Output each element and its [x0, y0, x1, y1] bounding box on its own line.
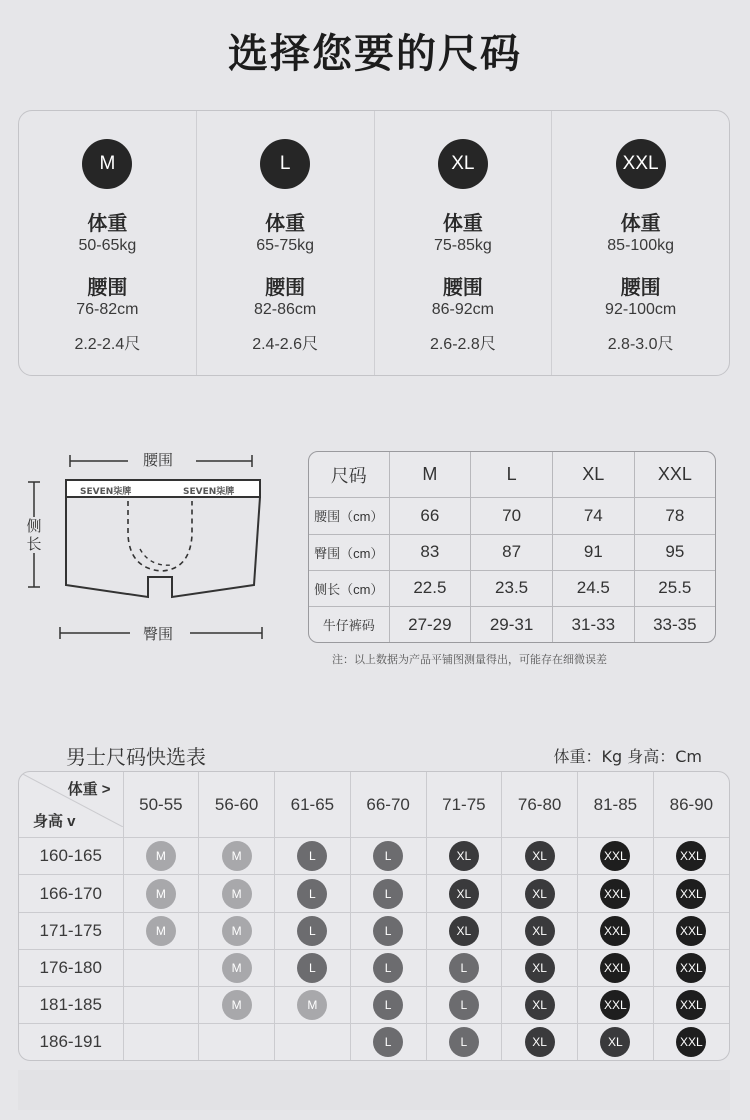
- table-row: [19, 1023, 729, 1060]
- table-row: [309, 498, 715, 534]
- weight-header-cell: 86-90: [653, 772, 729, 838]
- size-dot: L: [373, 953, 403, 983]
- size-dot: L: [373, 879, 403, 909]
- waist-label: 腰围: [442, 275, 483, 299]
- size-cell: [350, 1023, 426, 1060]
- weight-header-cell: 66-70: [350, 772, 426, 838]
- size-dot: M: [222, 879, 252, 909]
- size-dot: M: [146, 879, 176, 909]
- size-cell: [275, 875, 351, 912]
- waist-chi-value: 2.8-3.0尺: [607, 336, 674, 353]
- size-dot: L: [449, 990, 479, 1020]
- size-dot: L: [297, 879, 327, 909]
- size-dot: M: [146, 841, 176, 871]
- size-card-l: [197, 111, 375, 375]
- size-dot: L: [297, 953, 327, 983]
- table-row: [19, 875, 729, 912]
- size-dot: M: [297, 990, 327, 1020]
- size-cell: [426, 912, 502, 949]
- corner-cell: [19, 772, 123, 838]
- size-card-xl: [375, 111, 553, 375]
- size-dot: XXL: [600, 953, 630, 983]
- side-length-diagram-label: 侧长: [24, 517, 44, 553]
- size-cell: [653, 875, 729, 912]
- size-cell: [275, 912, 351, 949]
- table-row: [19, 838, 729, 875]
- size-badge: M: [82, 139, 132, 189]
- header-cell: L: [471, 452, 553, 498]
- size-dot: XL: [600, 1027, 630, 1057]
- weight-value: 50-65kg: [78, 237, 137, 254]
- row-label: 牛仔裤码: [309, 607, 389, 642]
- table-cell: 29-31: [471, 607, 553, 642]
- corner-weight-label: 体重 >: [67, 781, 111, 798]
- brand-logo-left: SEVEN柒牌: [80, 487, 132, 497]
- waist-label: 腰围: [265, 275, 306, 299]
- table-cell: 31-33: [552, 607, 634, 642]
- size-cell: [123, 912, 199, 949]
- size-dot: XL: [449, 916, 479, 946]
- size-cell: [653, 949, 729, 986]
- size-cell: [578, 912, 654, 949]
- size-dot: L: [373, 1027, 403, 1057]
- size-cell: [123, 875, 199, 912]
- size-cell: [578, 1023, 654, 1060]
- size-dot: XL: [525, 953, 555, 983]
- waist-cm-value: 86-92cm: [431, 301, 494, 318]
- weight-header-cell: 56-60: [199, 772, 275, 838]
- size-dot: XXL: [676, 916, 706, 946]
- height-cell: 176-180: [19, 949, 123, 986]
- quick-header-row: [19, 772, 729, 838]
- weight-header-cell: 61-65: [275, 772, 351, 838]
- quick-pick-units: 体重：Kg 身高：Cm: [553, 747, 702, 766]
- size-cell: [426, 949, 502, 986]
- quick-pick-title: 男士尺码快选表: [66, 745, 206, 769]
- weight-value: 85-100kg: [607, 237, 674, 254]
- size-dot: XL: [449, 841, 479, 871]
- size-cell: [275, 838, 351, 875]
- weight-header-cell: 76-80: [502, 772, 578, 838]
- weight-label: 体重: [265, 211, 306, 235]
- size-dot: XL: [525, 841, 555, 871]
- height-cell: 186-191: [19, 1023, 123, 1060]
- size-dot: XXL: [600, 841, 630, 871]
- size-dot: XXL: [676, 841, 706, 871]
- row-label: 腰围（cm）: [309, 498, 389, 534]
- size-cell: [350, 986, 426, 1023]
- measurement-diagram: [20, 445, 280, 650]
- size-cell: [502, 949, 578, 986]
- table-row: [309, 534, 715, 570]
- size-dot: XXL: [600, 990, 630, 1020]
- quick-pick-table: [18, 771, 730, 1061]
- waist-chi-value: 2.2-2.4尺: [74, 336, 141, 353]
- size-cell: [123, 986, 199, 1023]
- size-cell: [350, 912, 426, 949]
- weight-header-cell: 71-75: [426, 772, 502, 838]
- table-cell: 78: [634, 498, 715, 534]
- height-cell: 160-165: [19, 838, 123, 875]
- size-cell: [123, 1023, 199, 1060]
- waist-diagram-label: 腰围: [143, 451, 174, 469]
- size-dot: XXL: [600, 916, 630, 946]
- size-dot: L: [373, 841, 403, 871]
- size-badge: XXL: [616, 139, 666, 189]
- size-dot: L: [297, 841, 327, 871]
- size-cell: [350, 875, 426, 912]
- table-cell: 95: [634, 534, 715, 570]
- bottom-strip: [18, 1070, 730, 1110]
- size-cell: [578, 949, 654, 986]
- size-cell: [199, 949, 275, 986]
- header-cell: 尺码: [309, 452, 389, 498]
- table-cell: 24.5: [552, 570, 634, 606]
- size-cell: [199, 838, 275, 875]
- waist-label: 腰围: [620, 275, 661, 299]
- table-row: [19, 986, 729, 1023]
- weight-label: 体重: [442, 211, 483, 235]
- size-dot: XXL: [676, 990, 706, 1020]
- size-card-m: [19, 111, 197, 375]
- waist-cm-value: 82-86cm: [254, 301, 317, 318]
- table-row: [19, 912, 729, 949]
- header-cell: M: [389, 452, 471, 498]
- size-cell: [653, 838, 729, 875]
- table-cell: 27-29: [389, 607, 471, 642]
- size-dot: XL: [525, 916, 555, 946]
- size-badge: XL: [438, 139, 488, 189]
- table-cell: 23.5: [471, 570, 553, 606]
- size-cell: [275, 1023, 351, 1060]
- brand-logo-right: SEVEN柒牌: [183, 487, 235, 497]
- size-cell: [426, 1023, 502, 1060]
- weight-label: 体重: [87, 211, 128, 235]
- size-card-xxl: [552, 111, 729, 375]
- size-cell: [426, 986, 502, 1023]
- size-dot: XXL: [676, 953, 706, 983]
- size-cell: [578, 986, 654, 1023]
- measurement-note: 注：以上数据为产品平铺图测量得出，可能存在细微误差: [332, 653, 607, 666]
- size-dot: L: [373, 990, 403, 1020]
- row-label: 臀围（cm）: [309, 534, 389, 570]
- size-cell: [275, 986, 351, 1023]
- size-cell: [502, 875, 578, 912]
- table-cell: 87: [471, 534, 553, 570]
- size-cell: [350, 949, 426, 986]
- size-cell: [426, 875, 502, 912]
- table-cell: 22.5: [389, 570, 471, 606]
- underwear-outline-icon: [20, 445, 280, 650]
- size-cell: [275, 949, 351, 986]
- size-cell: [199, 1023, 275, 1060]
- size-cell: [199, 875, 275, 912]
- page-title: 选择您要的尺码: [228, 31, 522, 77]
- size-cell: [653, 986, 729, 1023]
- table-header-row: [309, 452, 715, 498]
- size-dot: XL: [525, 1027, 555, 1057]
- size-dot: M: [222, 953, 252, 983]
- size-dot: L: [297, 916, 327, 946]
- corner-height-label: 身高 v: [33, 813, 76, 831]
- size-dot: XL: [525, 879, 555, 909]
- height-cell: 171-175: [19, 912, 123, 949]
- size-cell: [199, 986, 275, 1023]
- weight-value: 75-85kg: [433, 237, 492, 254]
- table-cell: 91: [552, 534, 634, 570]
- height-cell: 181-185: [19, 986, 123, 1023]
- table-cell: 70: [471, 498, 553, 534]
- table-cell: 33-35: [634, 607, 715, 642]
- weight-header-cell: 81-85: [578, 772, 654, 838]
- hip-diagram-label: 臀围: [143, 625, 174, 643]
- size-dot: L: [449, 953, 479, 983]
- table-cell: 74: [552, 498, 634, 534]
- size-dot: XXL: [676, 879, 706, 909]
- size-cell: [578, 838, 654, 875]
- size-cell: [653, 912, 729, 949]
- size-dot: M: [222, 916, 252, 946]
- size-cell: [426, 838, 502, 875]
- size-dot: L: [373, 916, 403, 946]
- waist-chi-value: 2.4-2.6尺: [252, 336, 319, 353]
- size-dot: M: [146, 916, 176, 946]
- size-cards: [18, 110, 730, 376]
- size-cell: [502, 986, 578, 1023]
- size-dot: XXL: [676, 1027, 706, 1057]
- table-row: [19, 949, 729, 986]
- size-cell: [123, 838, 199, 875]
- table-row: [309, 570, 715, 606]
- waist-cm-value: 92-100cm: [605, 301, 677, 318]
- table-cell: 66: [389, 498, 471, 534]
- header-cell: XL: [552, 452, 634, 498]
- size-cell: [502, 1023, 578, 1060]
- weight-value: 65-75kg: [256, 237, 315, 254]
- size-badge: L: [260, 139, 310, 189]
- waist-chi-value: 2.6-2.8尺: [429, 336, 496, 353]
- size-cell: [199, 912, 275, 949]
- table-row: [309, 607, 715, 642]
- size-dot: M: [222, 841, 252, 871]
- size-dot: L: [449, 1027, 479, 1057]
- height-cell: 166-170: [19, 875, 123, 912]
- row-label: 侧长（cm）: [309, 570, 389, 606]
- waist-cm-value: 76-82cm: [76, 301, 139, 318]
- size-dot: XL: [449, 879, 479, 909]
- table-cell: 25.5: [634, 570, 715, 606]
- header-cell: XXL: [634, 452, 715, 498]
- size-cell: [502, 912, 578, 949]
- waist-label: 腰围: [87, 275, 128, 299]
- size-dot: XL: [525, 990, 555, 1020]
- size-dot: M: [222, 990, 252, 1020]
- size-cell: [350, 838, 426, 875]
- size-cell: [578, 875, 654, 912]
- size-cell: [502, 838, 578, 875]
- weight-header-cell: 50-55: [123, 772, 199, 838]
- size-cell: [123, 949, 199, 986]
- measurement-table: [308, 451, 716, 643]
- size-dot: XXL: [600, 879, 630, 909]
- weight-label: 体重: [620, 211, 661, 235]
- size-cell: [653, 1023, 729, 1060]
- table-cell: 83: [389, 534, 471, 570]
